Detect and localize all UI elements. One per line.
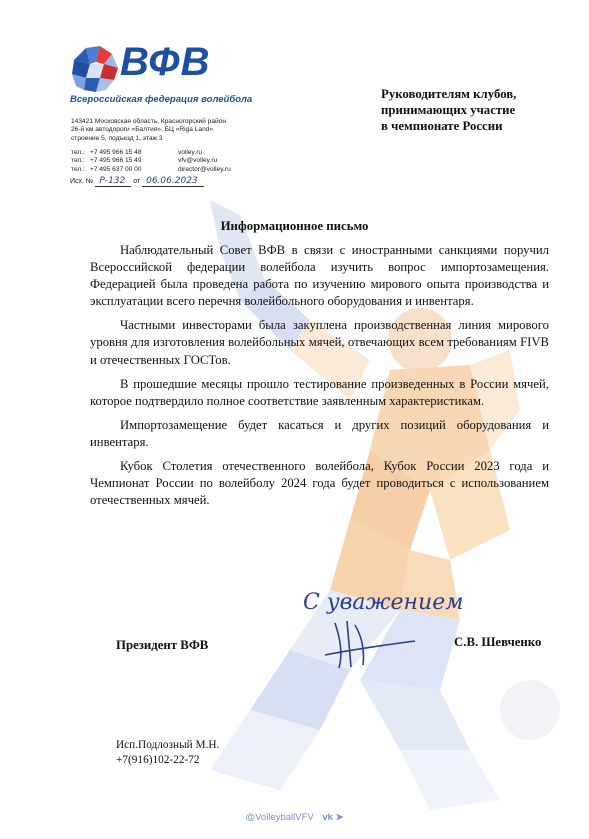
contact-label: тел.:: [71, 165, 85, 173]
contact-web: volley.ru: [178, 149, 203, 156]
contact-email: director@volley.ru: [178, 165, 231, 173]
contact-row: [71, 157, 231, 165]
vk-icon: vk: [322, 812, 333, 823]
volleyball-logo-icon: [70, 46, 118, 92]
letter-body: [90, 242, 549, 516]
logo-wordmark: ВФВ: [120, 40, 211, 84]
addressee-line: в чемпионате России: [381, 119, 503, 133]
address-line: 26-й км автодороги «Балтия», БЦ «Riga Land»: [71, 126, 214, 134]
outgoing-prefix: Исх. №: [70, 178, 94, 185]
contact-row: [71, 149, 231, 157]
body-paragraph: Импортозамещение будет касаться и других позиций оборудования и инвентаря.: [90, 417, 549, 449]
outgoing-date: 06.06.2023: [142, 176, 204, 187]
contact-label: тел.:: [71, 149, 85, 156]
org-name: Всероссийская федерация волейбола: [70, 94, 253, 105]
executor-phone: +7(916)102-22-72: [116, 753, 200, 766]
body-paragraph: В прошедшие месяцы прошло тестирование произведенных в России мячей, которое подтвердило полное соответствие заявленным характеристикам.: [90, 376, 549, 408]
signature-greeting: С уважением: [303, 590, 464, 615]
social-handle: @VolleyballVFV: [245, 812, 314, 823]
address-line: 143421 Московская область, Красногорский район: [71, 118, 226, 125]
letter-title: Информационное письмо: [220, 219, 369, 233]
contact-phone: +7 495 966 15 49: [90, 157, 142, 165]
addressee-block: [381, 86, 516, 134]
contact-label: тел.:: [71, 157, 85, 165]
executor-block: [116, 738, 219, 767]
addressee-line: Руководителям клубов,: [381, 87, 517, 101]
handwritten-signature: [295, 583, 485, 673]
addressee-line: принимающих участие: [381, 103, 516, 117]
signatory-role: Президент ВФВ: [116, 638, 209, 652]
body-paragraph: Частными инвесторами была закуплена производственная линия мирового уровня для изготовления волейбольных мячей, отвечающих всем требованиям FIVB и отечественных ГОСТов.: [90, 318, 549, 367]
org-contacts: [71, 149, 231, 174]
contact-email: vfv@volley.ru: [178, 157, 218, 165]
contact-row: [71, 166, 231, 174]
body-paragraph: Наблюдательный Совет ВФВ в связи с иностранными санкциями поручил Всероссийской федерации волейбола изучить вопрос импортозамещения. Федерацией была проведена работа по изучению мирового опыта производства и эксплуатации всего перечня волейбольного оборудования и инвентаря.: [90, 243, 549, 309]
contact-phone: +7 495 637 00 00: [90, 165, 142, 173]
signatory-name: С.В. Шевченко: [454, 635, 542, 649]
outgoing-number: [70, 176, 204, 187]
address-line: строение 5, подъезд 1, этаж 3: [71, 134, 163, 142]
outgoing-number-value: Р-132: [95, 176, 131, 187]
telegram-icon: ➤: [335, 812, 344, 823]
org-address: [71, 118, 226, 143]
footer: [0, 812, 589, 823]
contact-phone: +7 495 966 15 48: [90, 149, 142, 156]
outgoing-from: от: [133, 178, 141, 185]
executor-name: Исп.Подлозный М.Н.: [116, 739, 220, 751]
body-paragraph: Кубок Столетия отечественного волейбола, Кубок России 2023 года и Чемпионат России по волейболу 2024 года будет проводиться с использованием отечественных мячей.: [90, 459, 549, 508]
